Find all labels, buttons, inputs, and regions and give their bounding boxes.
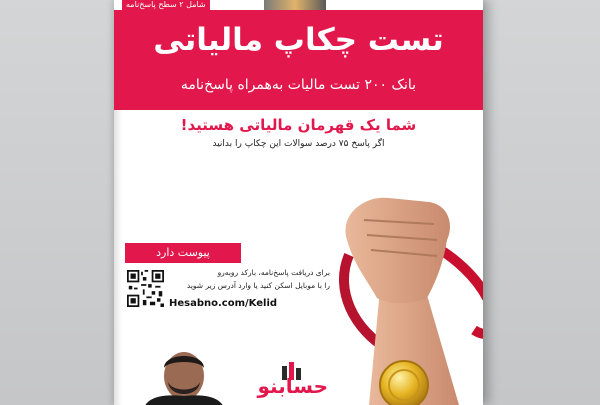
top-photo-strip bbox=[264, 0, 326, 10]
answer-sheet-badge: پیوست دارد bbox=[125, 243, 241, 263]
book-title: تست چکاپ مالیاتی bbox=[153, 22, 444, 58]
qr-code[interactable] bbox=[127, 270, 164, 307]
author-photo bbox=[140, 346, 228, 405]
publisher-logo-text: حسابنو bbox=[257, 374, 328, 398]
qr-instructions bbox=[170, 266, 330, 292]
hero-headline: شما یک قهرمان مالیاتی هستید! bbox=[180, 116, 417, 134]
book-subtitle: بانک ۲۰۰ تست مالیات به‌همراه پاسخ‌نامه bbox=[180, 77, 417, 93]
qr-instruction-line-1: برای دریافت پاسخ‌نامه، بارکد روبه‌رو bbox=[217, 268, 330, 277]
qr-instruction-line-2: را با موبایل اسکن کنید یا وارد آدرس زیر شوید bbox=[186, 281, 330, 290]
book-cover bbox=[114, 0, 483, 405]
hero-subline: اگر پاسخ ۷۵ درصد سوالات این چکاپ را بدانید bbox=[212, 139, 385, 149]
arm-medal-illustration bbox=[309, 180, 483, 405]
top-tag: شامل ۲ سطح پاسخ‌نامه bbox=[122, 0, 210, 10]
answer-url-link[interactable]: Hesabno.com/Kelid bbox=[169, 298, 278, 309]
